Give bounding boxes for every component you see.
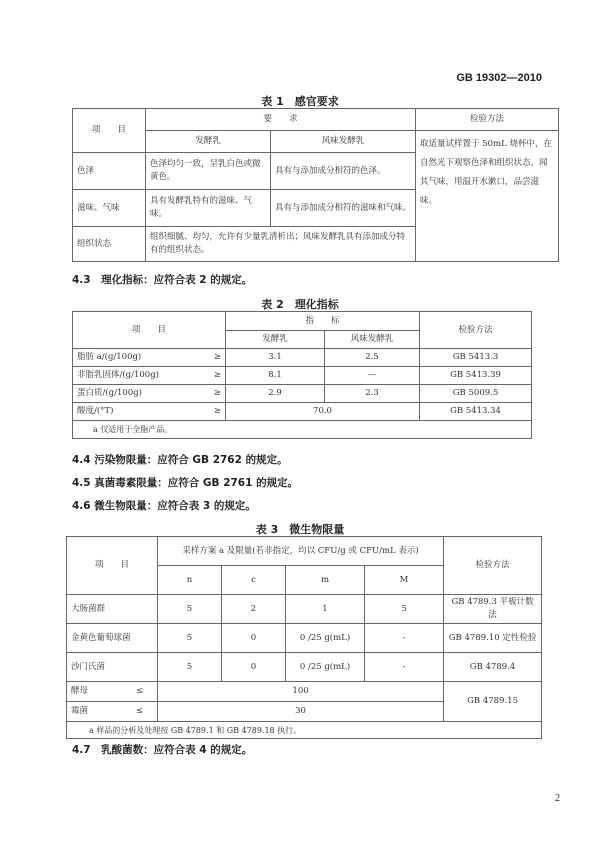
operator: ≤	[135, 686, 143, 696]
header-index: 指 标	[226, 312, 420, 331]
value: 具有与添加成分相符的色泽。	[271, 153, 416, 190]
header-item: 项 目	[73, 109, 146, 153]
item: 酸度/(°T)	[77, 406, 114, 416]
header-n: n	[158, 566, 222, 595]
header-fermented: 发酵乳	[146, 131, 271, 153]
n: 5	[158, 624, 222, 653]
item: 非脂乳固体/(g/100g)	[77, 370, 159, 380]
m: 0 /25 g(mL)	[286, 624, 365, 653]
table-row	[73, 349, 532, 367]
table-note: a 仅适用于全脂产品。	[73, 421, 532, 439]
m: 0 /25 g(mL)	[286, 653, 365, 682]
header-flavored: 风味发酵乳	[271, 131, 416, 153]
table3-microbial	[66, 536, 542, 739]
item: 组织状态	[73, 227, 146, 262]
clause-4-5: 4.5 真菌毒素限量：应符合 GB 2761 的规定。	[72, 477, 299, 489]
item: 沙门氏菌	[67, 653, 158, 682]
M: -	[365, 624, 444, 653]
m: 1	[286, 595, 365, 624]
table-note: a 样品的分析及处理按 GB 4789.1 和 GB 4789.18 执行。	[67, 722, 542, 739]
operator: ≥	[213, 370, 221, 380]
table1-sensory	[72, 108, 559, 262]
c: 0	[222, 624, 286, 653]
header-item: 项 目	[67, 537, 158, 595]
header-sampling-plan: 采样方案 a 及限量(若非指定，均以 CFU/g 或 CFU/mL 表示)	[158, 537, 444, 566]
table-row	[67, 682, 542, 702]
header-method: 检验方法	[444, 537, 542, 595]
operator: ≥	[213, 406, 221, 416]
value: 组织细腻、均匀，允许有少量乳清析出；风味发酵乳具有添加成分特有的组织状态。	[146, 227, 416, 262]
item: 色泽	[73, 153, 146, 190]
item: 金黄色葡萄球菌	[67, 624, 158, 653]
n: 5	[158, 595, 222, 624]
method: GB 4789.15	[444, 682, 542, 722]
header-method: 检验方法	[420, 312, 532, 349]
method-text: 取适量试样置于 50mL 烧杯中，在自然光下观察色泽和组织状态。闻其气味，用温开水漱口，品尝滋味。	[416, 131, 559, 262]
method: GB 4789.10 定性检验	[444, 624, 542, 653]
header-fermented: 发酵乳	[226, 331, 325, 349]
clause-4-4: 4.4 污染物限量：应符合 GB 2762 的规定。	[72, 454, 288, 466]
value: 8.1	[226, 367, 325, 385]
value: 100	[158, 682, 444, 702]
operator: ≥	[213, 388, 221, 398]
header-flavored: 风味发酵乳	[325, 331, 420, 349]
method: GB 5413.3	[420, 349, 532, 367]
clause-4-3: 4.3 理化指标：应符合表 2 的规定。	[72, 274, 253, 286]
page-number: 2	[555, 793, 560, 804]
item: 脂肪 a/(g/100g)	[77, 352, 142, 362]
operator: ≤	[135, 706, 143, 716]
value: 70.0	[226, 403, 420, 421]
c: 2	[222, 595, 286, 624]
header-m: m	[286, 566, 365, 595]
value: 2.9	[226, 385, 325, 403]
table2-caption: 表 2 理化指标	[261, 298, 339, 311]
method: GB 5413.39	[420, 367, 532, 385]
item: 霉菌	[71, 706, 89, 716]
M: -	[365, 653, 444, 682]
item: 酵母	[71, 686, 89, 696]
table-row	[67, 624, 542, 653]
standard-number: GB 19302—2010	[456, 72, 542, 84]
header-requirement: 要 求	[146, 109, 416, 131]
table-row	[73, 403, 532, 421]
clause-4-7: 4.7 乳酸菌数：应符合表 4 的规定。	[72, 744, 253, 756]
value: 具有与添加成分相符的滋味和气味。	[271, 190, 416, 227]
value: —	[325, 367, 420, 385]
method: GB 4789.4	[444, 653, 542, 682]
M: 5	[365, 595, 444, 624]
table-row	[73, 367, 532, 385]
value: 具有发酵乳特有的滋味、气味。	[146, 190, 271, 227]
table-row	[67, 653, 542, 682]
item: 蛋白质/(g/100g)	[77, 388, 142, 398]
value: 色泽均匀一致，呈乳白色或微黄色。	[146, 153, 271, 190]
item: 大肠菌群	[67, 595, 158, 624]
value: 30	[158, 702, 444, 722]
n: 5	[158, 653, 222, 682]
header-method: 检验方法	[416, 109, 559, 131]
value: 2.5	[325, 349, 420, 367]
table2-physicochemical	[72, 311, 532, 439]
method: GB 5413.34	[420, 403, 532, 421]
header-item: 项 目	[73, 312, 226, 349]
table-row	[73, 385, 532, 403]
item: 滋味、气味	[73, 190, 146, 227]
method: GB 4789.3 平板计数法	[444, 595, 542, 624]
value: 2.3	[325, 385, 420, 403]
c: 0	[222, 653, 286, 682]
method: GB 5009.5	[420, 385, 532, 403]
table-row	[67, 595, 542, 624]
clause-4-6: 4.6 微生物限量：应符合表 3 的规定。	[72, 500, 256, 512]
header-M: M	[365, 566, 444, 595]
value: 3.1	[226, 349, 325, 367]
table1-caption: 表 1 感官要求	[261, 95, 339, 108]
operator: ≥	[213, 352, 221, 362]
table3-caption: 表 3 微生物限量	[255, 523, 345, 536]
header-c: c	[222, 566, 286, 595]
